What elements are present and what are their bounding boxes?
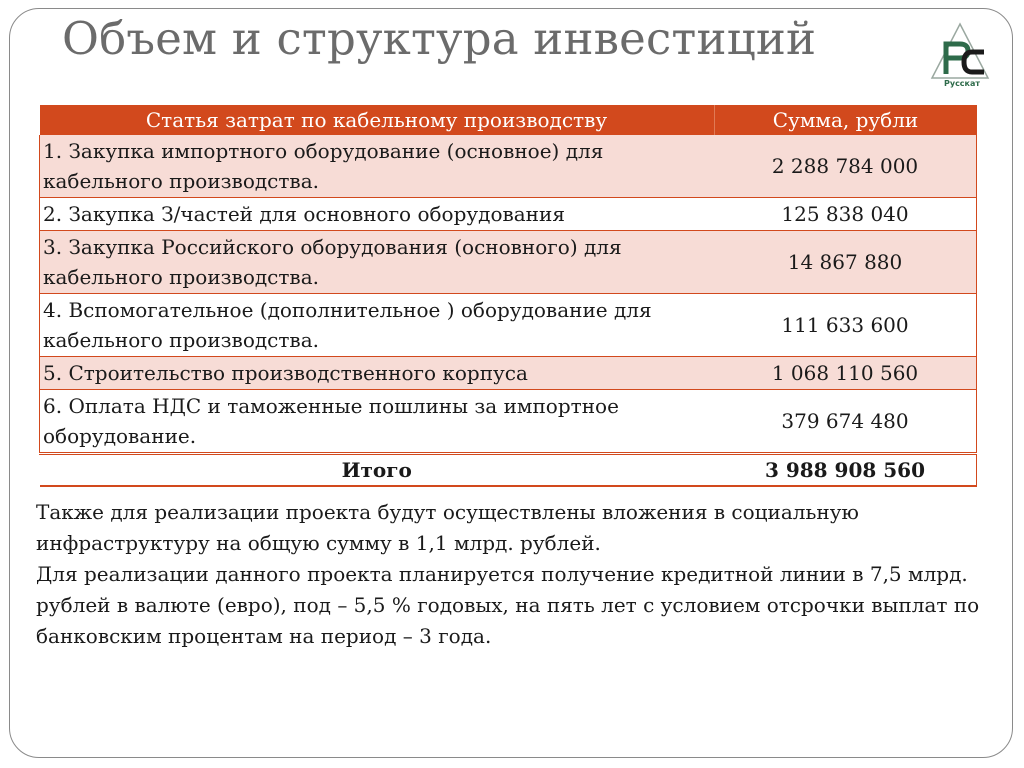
page-title: Объем и структура инвестиций [62,12,817,65]
table-row [40,390,977,454]
paragraph-credit-line: Для реализации данного проекта планируется получение кредитной линии в 7,5 млрд. рублей в валюте (евро), под – 5,5 % годовых, на пять лет с условием отсрочки выплат по банковским процентам на период – 3 года. [36,562,980,648]
row-amount: 379 674 480 [714,390,977,454]
row-item: 5. Строительство производственного корпуса [40,357,715,390]
row-amount: 14 867 880 [714,231,977,294]
table-row [40,357,977,390]
investment-table [39,105,977,487]
total-label: Итого [40,454,715,487]
row-item: 4. Вспомогательное (дополнительное ) оборудование для кабельного производства. [40,294,715,357]
table-row [40,135,977,198]
body-text [36,497,986,652]
row-item: 3. Закупка Российского оборудования (основного) для кабельного производства. [40,231,715,294]
table-row [40,294,977,357]
table-row [40,231,977,294]
table-header-row [40,105,977,135]
total-row [40,454,977,487]
row-item: 2. Закупка З/частей для основного оборудования [40,198,715,231]
logo-text: Русскат [943,79,981,88]
row-amount: 1 068 110 560 [714,357,977,390]
row-amount: 111 633 600 [714,294,977,357]
column-header-amount: Сумма, рубли [714,105,977,135]
total-amount: 3 988 908 560 [714,454,977,487]
column-header-item: Статья затрат по кабельному производству [40,105,715,135]
row-item: 1. Закупка импортного оборудование (основное) для кабельного производства. [40,135,715,198]
paragraph-social-infrastructure: Также для реализации проекта будут осуществлены вложения в социальную инфраструктуру на общую сумму в 1,1 млрд. рублей. [36,500,859,555]
table-row [40,198,977,231]
row-amount: 2 288 784 000 [714,135,977,198]
row-item: 6. Оплата НДС и таможенные пошлины за импортное оборудование. [40,390,715,454]
row-amount: 125 838 040 [714,198,977,231]
